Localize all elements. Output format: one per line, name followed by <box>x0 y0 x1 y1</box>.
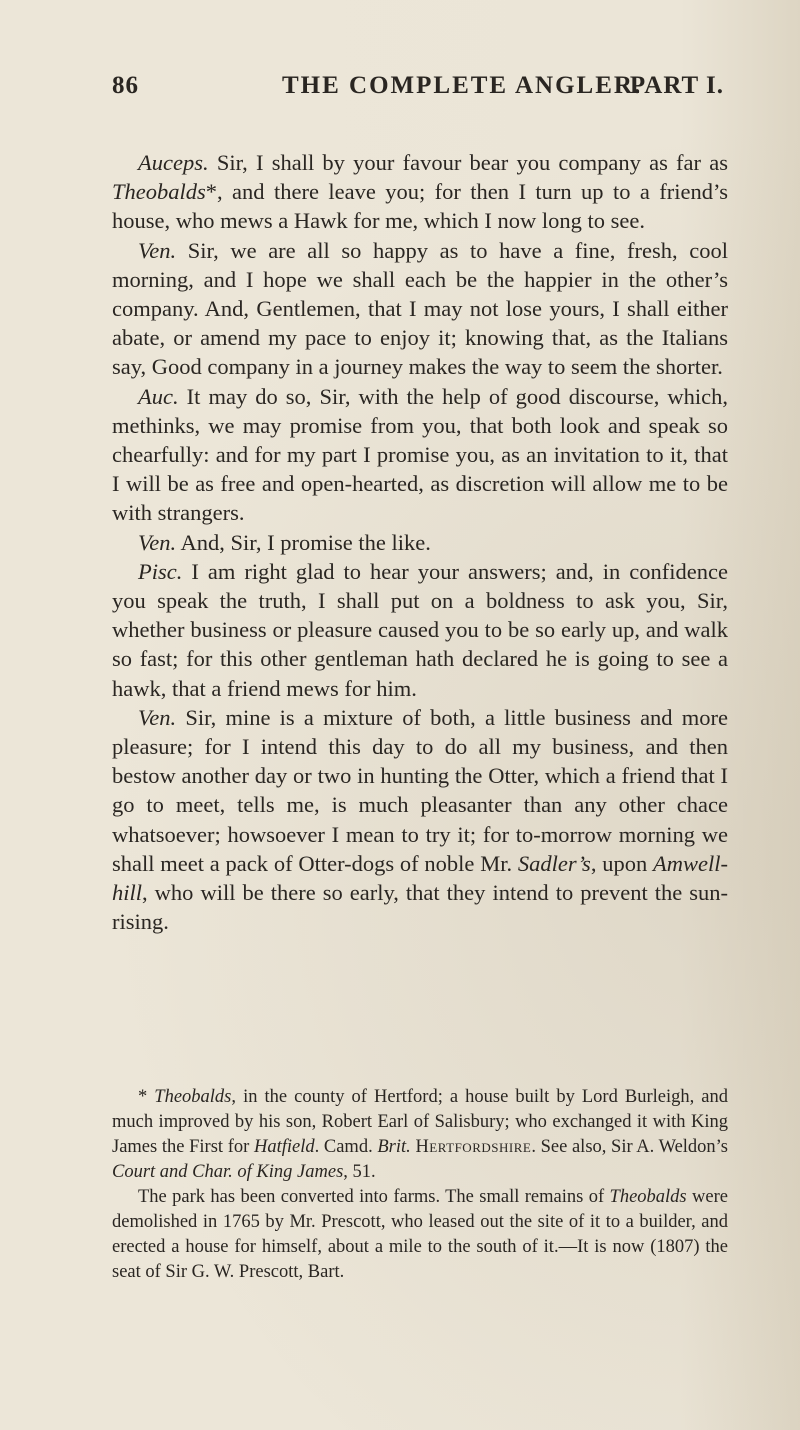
footnote-text: , in the county of Hertford; a house built by Lord Burleigh, and much improved by his son, Robert Earl of Salisbury; who exchanged it with King James the First for <box>112 1087 728 1157</box>
paragraph <box>112 703 728 937</box>
italic-term: Theobalds <box>154 1087 232 1107</box>
footnote-text: . Camd. <box>314 1137 378 1157</box>
footnote-paragraph <box>112 1085 728 1185</box>
dialogue: *, and there leave you; for then I turn up to a friend’s house, who mews a Hawk for me, which I now long to see. <box>112 179 728 234</box>
page-number: 86 <box>112 72 139 99</box>
small-caps-term: Hertfordshire <box>415 1137 532 1157</box>
footnote-text: . See also, Sir A. Weldon’s <box>531 1137 729 1157</box>
paragraph <box>112 148 728 236</box>
footnote <box>112 1085 728 1285</box>
italic-term: Sadler’s <box>517 850 591 876</box>
speaker: Auceps. <box>138 150 209 175</box>
dialogue: Sir, we are all so happy as to have a fine, fresh, cool morning, and I hope we shall each be the happier in the other’s company. And, Gentlemen, that I may not lose yours, I shall either abate, or amend my pace to enjoy it; knowing that, as the Italians say, Good company in a journey makes the way to seem the shorter. <box>112 237 728 380</box>
footnote-text: , 51. <box>343 1162 376 1182</box>
footnote-text: The park has been converted into farms. The small remains of <box>138 1187 610 1207</box>
speaker: Ven. <box>138 704 177 730</box>
speaker: Auc. <box>138 383 179 409</box>
speaker: Pisc. <box>138 558 183 584</box>
dialogue: , upon <box>590 850 654 876</box>
footnote-text: were demolished in 1765 by Mr. Prescott, who leased out the site of it to a builder, and erected a house for himself, about a mile to the south of it.—It is now (1807) the seat of Sir G. W. Prescott, Bart. <box>112 1187 728 1282</box>
italic-term: Hatfield <box>253 1137 315 1157</box>
dialogue: Sir, mine is a mixture of both, a little business and more pleasure; for I intend this day to do all my business, and then bestow another day or two in hunting the Otter, which a friend that I go to meet, tells me, is much pleasanter than any other chace whatsoever; howsoever I mean to try it; for to-morrow morning we shall meet a pack of Otter-dogs of noble Mr. <box>112 704 728 876</box>
part-label: PART I. <box>629 72 724 99</box>
italic-term: Theobalds <box>112 179 206 205</box>
running-title: THE COMPLETE ANGLER. <box>282 72 643 99</box>
italic-term: Amwell-hill <box>112 850 728 906</box>
paragraph <box>112 382 728 528</box>
running-header <box>112 72 724 112</box>
dialogue: Sir, I shall by your favour bear you company as far as <box>208 150 728 175</box>
footnote-paragraph <box>112 1185 728 1285</box>
dialogue: It may do so, Sir, with the help of good discourse, which, methinks, we may promise from you, that both look and speak so chearfully: and for my part I promise you, as an invitation to it, that I will be as free and open-hearted, as discretion will allow me to be with strangers. <box>112 383 728 526</box>
dialogue: , who will be there so early, that they intend to prevent the sun-rising. <box>112 880 728 935</box>
speaker: Ven. <box>138 529 177 555</box>
paragraph <box>112 236 728 382</box>
dialogue: I am right glad to hear your answers; and, in confidence you speak the truth, I shall put on a boldness to ask you, Sir, whether business or pleasure caused you to be so early up, and walk so fast; for this other gentleman hath declared he is going to see a hawk, that a friend mews for him. <box>112 558 728 701</box>
paragraph <box>112 528 728 557</box>
footnote-mark: * <box>138 1087 155 1107</box>
italic-term: Theobalds <box>609 1187 687 1207</box>
italic-term: Court and Char. of King James <box>112 1162 344 1182</box>
main-text <box>112 148 728 936</box>
italic-term: Brit. <box>377 1137 411 1157</box>
paragraph <box>112 557 728 703</box>
speaker: Ven. <box>138 237 177 263</box>
dialogue: And, Sir, I promise the like. <box>176 529 431 555</box>
